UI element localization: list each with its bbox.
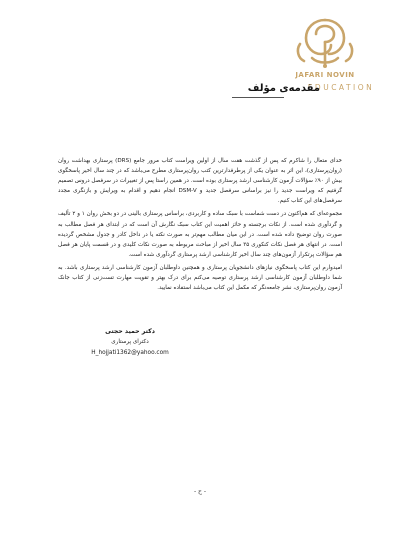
header-underline xyxy=(232,97,284,98)
author-degree: دکترای پرستاری xyxy=(111,339,149,345)
paragraph: مجموعه‌ای که هم‌اکنون در دست شماست با سبک ساده و کاربردی، براساس پرستاری بالینی در دو بخش روان ۱ و ۲ تألیف و گردآوری شده است. از نکات برجسته و حائز اهمیت این کتاب سبک نگارش آن است که در ابتدای هر فصل مطالب به صورت روان توضیح داده شده است. در این میان مطالب مهم‌تر به صورت نکته یا در داخل کادر و جدول مشخص گردیده است. در انتهای هر فصل نکات کنکوری ۳۵ سال اخیر از مباحث مربوطه به صورت نکات کلیدی و در قسمت پایان هر فصل هم سؤالات پرتکرار آزمون‌های چند سال اخیر کارشناسی ارشد پرستاری گردآوری شده است. xyxy=(58,211,343,258)
ornament-logo-icon xyxy=(294,14,356,70)
page-title: مقدمه‌ی مؤلف xyxy=(247,82,320,94)
brand-name: JAFARI NOVIN xyxy=(295,71,355,79)
author-name: دکتر حمید حجتی xyxy=(105,328,155,335)
brand-subtitle: EDUCATION xyxy=(307,83,375,92)
author-signature xyxy=(70,326,190,359)
preface-body xyxy=(58,156,342,296)
chapter-header xyxy=(220,80,320,96)
author-email: H_hojjati1362@yahoo.com xyxy=(91,350,169,356)
page-number: - ح - xyxy=(193,488,207,495)
paragraph: خدای متعال را شاکرم که پس از گذشت هفت سال از اولین ویراست کتاب مرور جامع (DRS) پرستاری بهداشت روان (روان‌پرستاری)، این اثر به عنوان یکی از پرطرفدارترین کتب روان‌پرستاری مطرح می‌باشد که در چند سال اخیر پاسخگوی بیش از ۹۰٪ سؤالات آزمون کارشناسی ارشد پرستاری بوده است. در همین راستا پس از تغییرات در سرفصل دروس تصمیم گرفتیم که ویراست جدید را نیز براساس سرفصل جدید و DSM-V انجام دهیم و اقدام به ویرایش و بازنگری مجدد سرفصل‌های این کتاب کنیم. xyxy=(58,158,342,205)
paragraph: امیدوارم این کتاب پاسخگوی نیازهای دانشجویان پرستاری و همچنین داوطلبان آزمون کارشناسی ارشد پرستاری باشد. به شما داوطلبان آزمون کارشناسی ارشد پرستاری توصیه می‌کنم برای درک بهتر و تقویت مهارت تست‌زنی از کتاب جانک آزمون روان‌پرستاری، نشر جامعه‌نگر که مکمل این کتاب می‌باشد استفاده نمایید. xyxy=(58,264,342,292)
